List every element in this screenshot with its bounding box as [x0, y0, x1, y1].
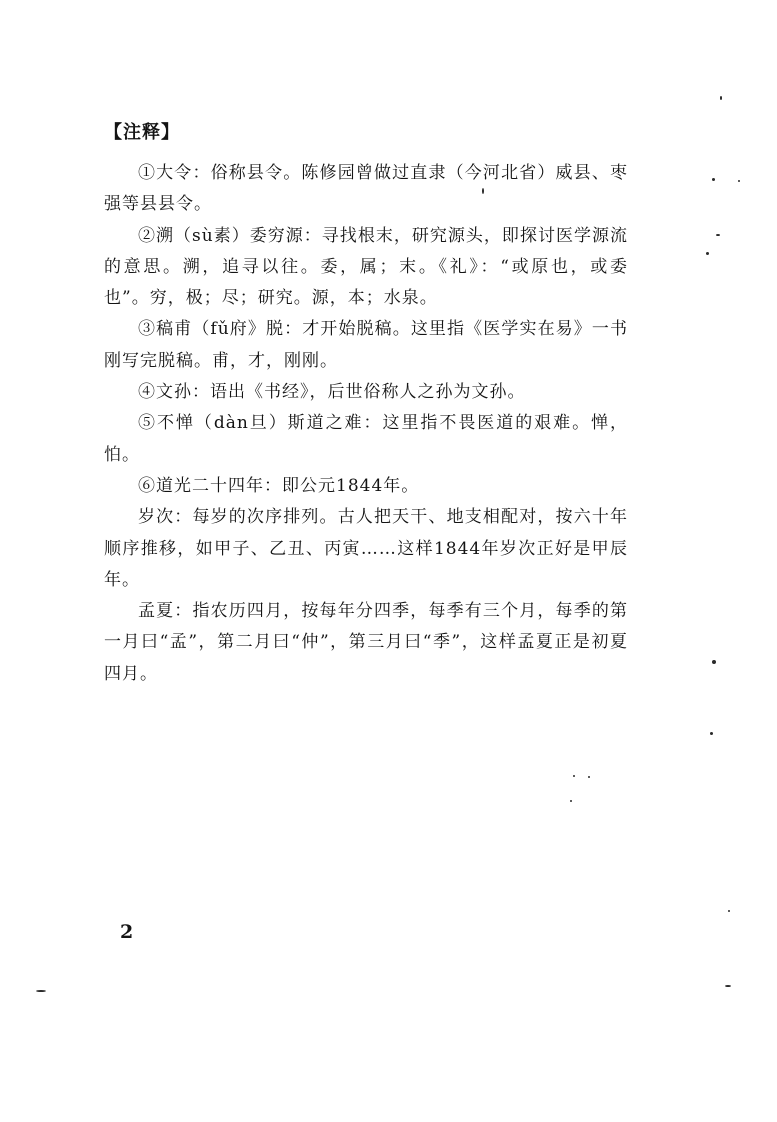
scan-speck	[716, 234, 720, 236]
scan-speck	[706, 252, 709, 255]
annotation-item: 岁次：每岁的次序排列。古人把天干、地支相配对，按六十年顺序推移，如甲子、乙丑、丙寅……这样1844年岁次正好是甲辰年。	[104, 507, 628, 590]
page-number: 2	[120, 921, 134, 943]
annotation-item: ①大令：俗称县令。陈修园曾做过直隶（今河北省）威县、枣强等县县令。	[104, 163, 628, 215]
scan-speck	[573, 775, 575, 777]
annotation-list	[104, 158, 628, 690]
scan-speck	[728, 910, 730, 912]
scan-speck	[720, 96, 722, 100]
annotation-item: ⑥道光二十四年：即公元1844年。	[138, 475, 420, 496]
scan-speck	[710, 732, 713, 735]
annotation-item: 孟夏：指农历四月，按每年分四季，每季有三个月，每季的第一月曰“孟”，第二月曰“仲”，第三月曰“季”，这样孟夏正是初夏四月。	[104, 601, 628, 684]
scan-speck	[725, 985, 731, 987]
annotation-item: ③稿甫（fǔ府》脱：才开始脱稿。这里指《医学实在易》一书刚写完脱稿。甫，才，刚刚。	[104, 319, 628, 371]
annotation-item: ④文孙：语出《书经》，后世俗称人之孙为文孙。	[138, 382, 526, 403]
scan-speck	[36, 990, 46, 992]
scan-speck	[570, 800, 572, 802]
annotation-item: ②溯（sù素）委穷源：寻找根末，研究源头，即探讨医学源流的意思。溯，追寻以往。委，属；末。《礼》：“或原也，或委也”。穷，极；尽；研究。源，本；水泉。	[104, 225, 628, 309]
scan-speck	[712, 660, 716, 664]
section-heading: 【注释】	[104, 122, 180, 143]
scan-speck	[588, 776, 590, 778]
annotation-item: ⑤不惮（dàn旦）斯道之难：这里指不畏医道的艰难。惮，怕。	[104, 413, 628, 465]
scan-speck	[712, 178, 715, 181]
scan-speck	[482, 188, 484, 194]
scan-speck	[738, 180, 740, 182]
